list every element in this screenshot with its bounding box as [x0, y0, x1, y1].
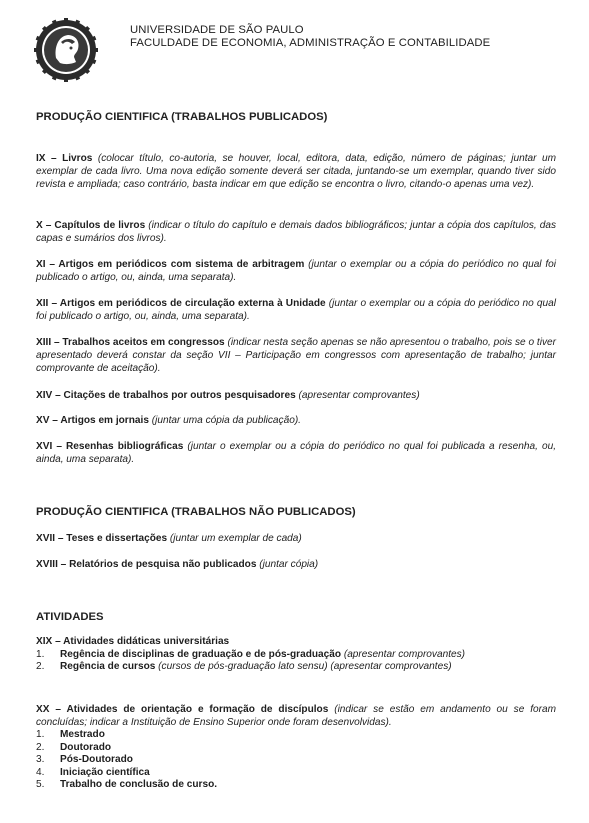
xx-sublist [36, 729, 556, 792]
item-xx [36, 703, 556, 729]
section-title-unpublished: PRODUÇÃO CIENTIFICA (TRABALHOS NÃO PUBLICADOS) [36, 506, 356, 518]
item-title: XX – Atividades de orientação e formação de discípulos [36, 704, 329, 715]
item-description: (juntar um exemplar de cada) [167, 533, 302, 544]
institution-name [130, 24, 490, 50]
item-xiv [36, 389, 556, 402]
list-number: 2. [36, 741, 45, 753]
item-xix [36, 636, 556, 674]
university-name: UNIVERSIDADE DE SÃO PAULO [130, 24, 304, 36]
item-xi [36, 258, 556, 284]
document-header [34, 18, 574, 78]
list-item-description: (cursos de pós-graduação lato sensu) (apresentar comprovantes) [155, 661, 452, 672]
list-heading [36, 636, 556, 649]
item-description: (indicar o título do capítulo e demais dados bibliográficos; juntar a cópia dos capítulos, das capas e sumários dos livros). [36, 220, 556, 244]
item-title: XI – Artigos em periódicos com sistema de arbitragem [36, 259, 305, 270]
item-description: (indicar se estão em andamento ou se foram concluídas; indicar a Instituição de Ensino Superior onde foram desenvolvidas). [36, 704, 556, 728]
item-title: X – Capítulos de livros [36, 220, 146, 231]
list-number: 5. [36, 779, 45, 790]
item-title: XII – Artigos em periódicos de circulação externa à Unidade [36, 298, 326, 309]
list-item-title: Doutorado [60, 741, 112, 753]
list-number: 1. [36, 648, 45, 660]
item-description: (juntar cópia) [256, 559, 319, 570]
list-number: 4. [36, 766, 45, 778]
list-item [36, 779, 556, 792]
section-title-activities: ATIVIDADES [36, 611, 104, 623]
item-title: XVI – Resenhas bibliográficas [36, 441, 184, 452]
item-description: (juntar uma cópia da publicação). [148, 415, 301, 426]
list-number: 1. [36, 729, 45, 740]
list-item-description: (apresentar comprovantes) [341, 648, 466, 660]
list-number: 2. [36, 661, 45, 672]
item-description: (apresentar comprovantes) [295, 390, 420, 401]
item-title: XIV – Citações de trabalhos por outros pesquisadores [36, 390, 296, 401]
list-item [36, 661, 556, 674]
item-ix [36, 152, 556, 191]
list-item [36, 729, 556, 742]
list-item [36, 754, 556, 767]
list-item [36, 742, 556, 755]
item-description: (juntar o exemplar ou a cópia do periódico no qual foi publicada a resenha, ou, ainda, uma separata). [36, 441, 556, 465]
list-item-title: Trabalho de conclusão de curso. [60, 779, 218, 790]
item-xv [36, 414, 556, 427]
item-xviii [36, 558, 556, 571]
item-title: XIII – Trabalhos aceitos em congressos [36, 337, 225, 348]
list-item [36, 767, 556, 780]
item-title: XV – Artigos em jornais [36, 415, 149, 426]
section-title-published: PRODUÇÃO CIENTIFICA (TRABALHOS PUBLICADOS) [36, 111, 328, 123]
item-x [36, 219, 556, 245]
item-description: (indicar nesta seção apenas se não apresentou o trabalho, pois se o tiver apresentado deverá constar da seção VII – Participação em congressos com apresentação de trabalho; juntar comprovante de aceitação). [36, 337, 556, 374]
item-title: XVII – Teses e dissertações [36, 533, 168, 544]
list-item-title: Regência de disciplinas de graduação e de pós-graduação [60, 648, 342, 660]
item-description: (colocar título, co-autoria, se houver, local, editora, data, edição, número de páginas; juntar um exemplar de cada livro. Uma nova edição somente deverá ser citada, juntando-se um exemplar, quando tiver sido revista e ampliada; caso contrário, basta indicar em que edição se encontra o livro, citando-o apenas uma vez). [36, 153, 556, 190]
item-title: XVIII – Relatórios de pesquisa não publicados [36, 559, 257, 570]
university-seal-icon [34, 18, 98, 82]
item-title: XIX – Atividades didáticas universitárias [36, 636, 230, 647]
item-xii [36, 297, 556, 323]
item-description: (juntar o exemplar ou a cópia do periódico no qual foi publicado o artigo, ou, ainda, uma separata). [36, 298, 556, 322]
list-item-title: Pós-Doutorado [60, 754, 133, 765]
list-item-title: Regência de cursos [60, 661, 156, 672]
item-title: IX – Livros [36, 153, 93, 164]
item-xvii [36, 532, 556, 545]
list-item [36, 649, 556, 662]
item-xvi [36, 440, 556, 466]
list-item-title: Mestrado [60, 729, 105, 740]
item-description: (juntar o exemplar ou a cópia do periódico no qual foi publicado o artigo, ou, ainda, uma separata). [36, 259, 556, 283]
list-item-title: Iniciação científica [60, 766, 150, 778]
faculty-name: FACULDADE DE ECONOMIA, ADMINISTRAÇÃO E CONTABILIDADE [130, 37, 491, 49]
item-xiii [36, 336, 556, 375]
list-number: 3. [36, 754, 45, 765]
